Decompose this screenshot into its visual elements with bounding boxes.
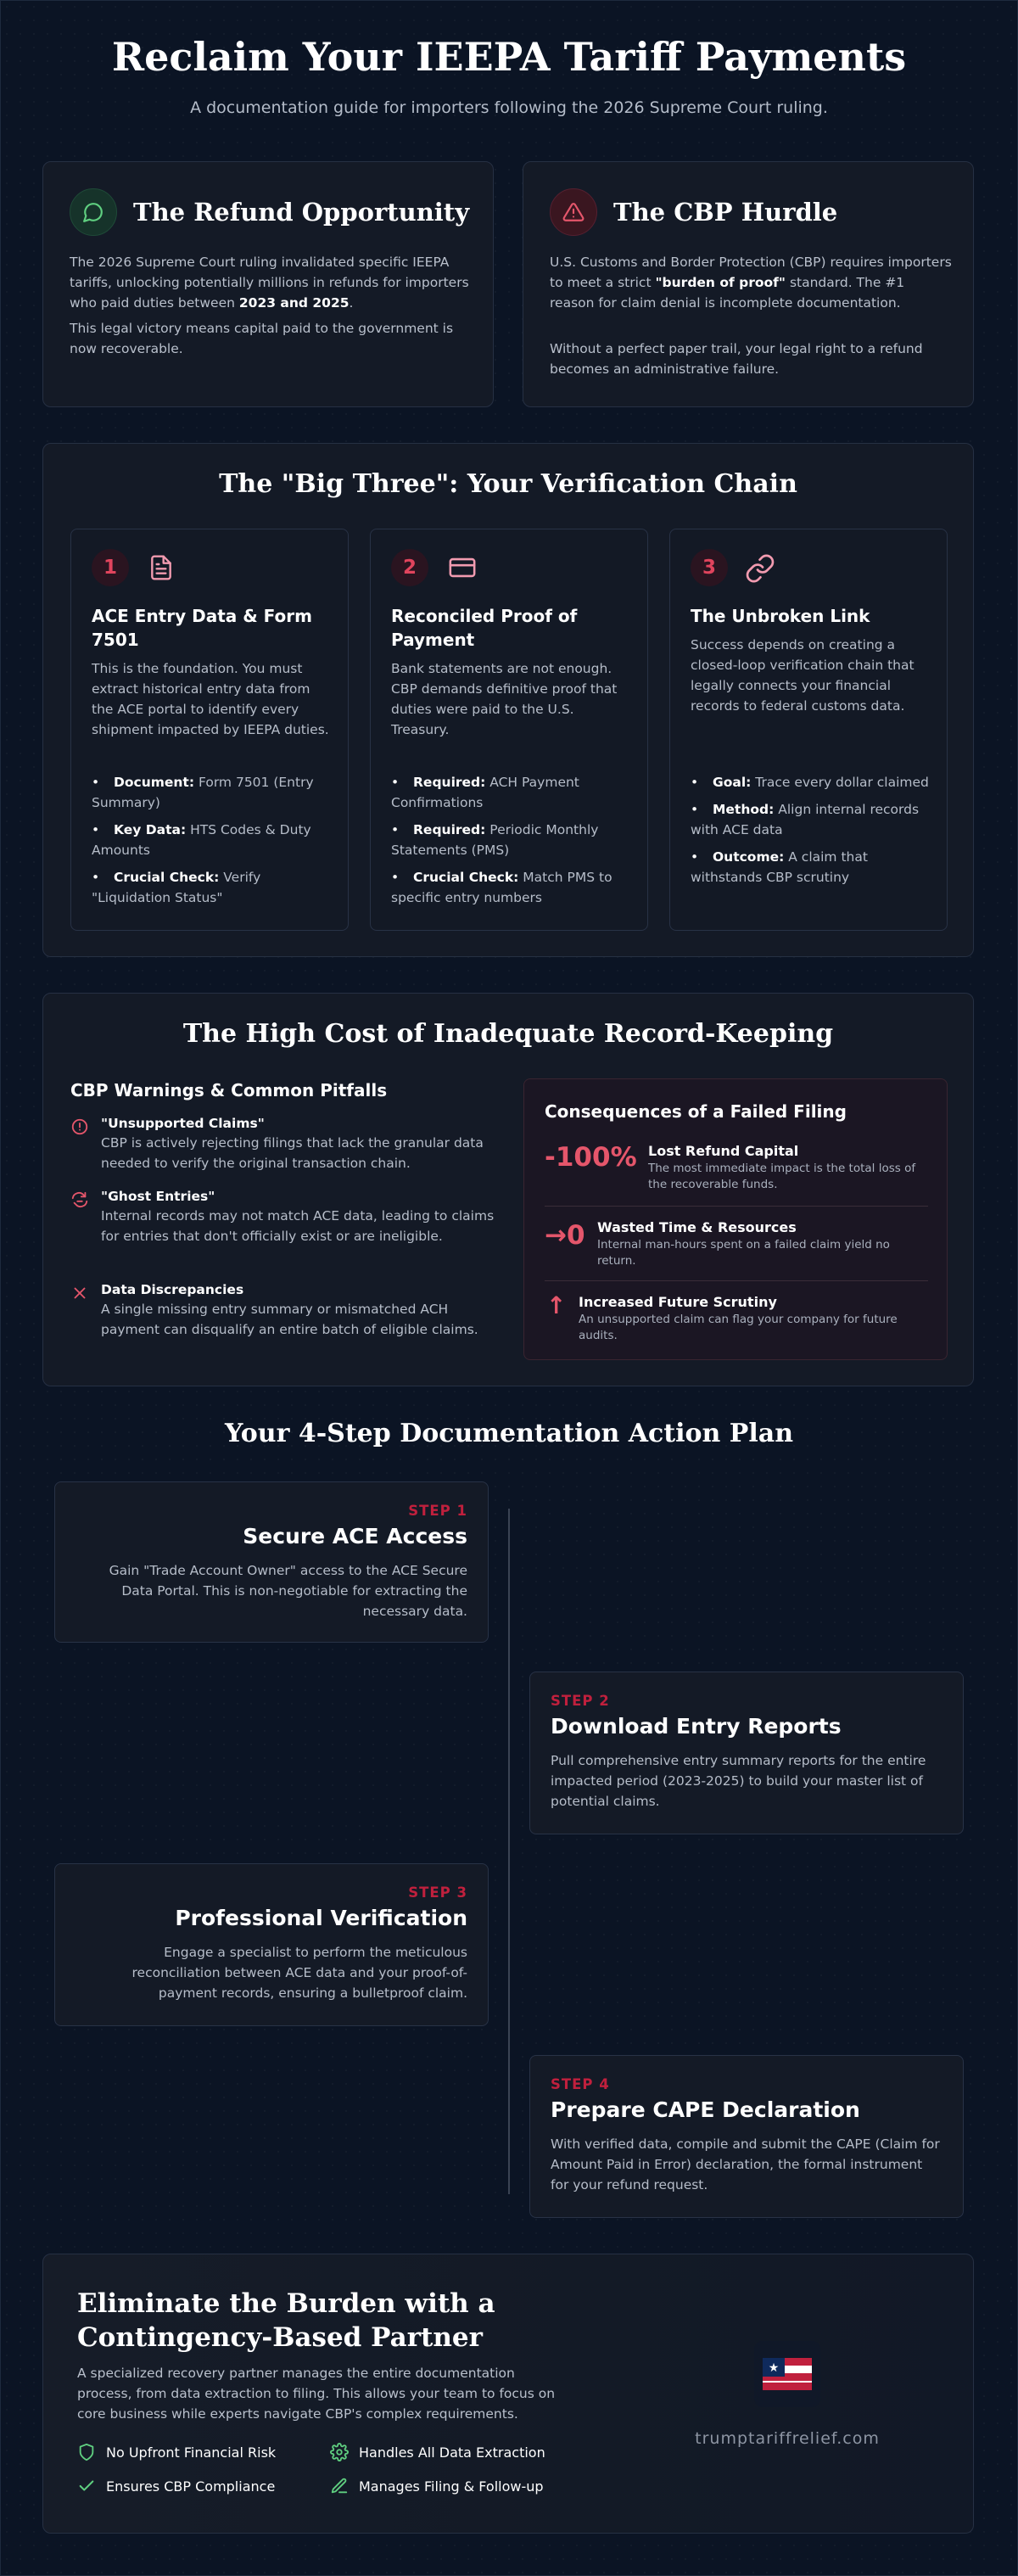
step-title-3: Professional Verification bbox=[175, 1906, 467, 1930]
consequence-desc-1: The most immediate impact is the total loss of the recoverable funds. bbox=[648, 1162, 916, 1191]
list-item: • Method: Align internal records with ACE data bbox=[691, 802, 920, 837]
chat-bubble-icon bbox=[70, 188, 117, 236]
bullet-key: Document: bbox=[114, 775, 195, 790]
warning-desc-3: A single missing entry summary or mismatched ACH payment can disqualify an entire batch of eligible claims. bbox=[101, 1302, 478, 1337]
big-three-desc-1: This is the foundation. You must extract historical entry data from the ACE portal to identify every shipment impacted by IEEPA duties. bbox=[92, 661, 329, 737]
cta-section bbox=[42, 2254, 974, 2534]
hurdle-paragraph-2: Without a perfect paper trail, your legal right to a refund becomes an administrative failure. bbox=[550, 341, 923, 377]
list-item: • Required: ACH Payment Confirmations bbox=[391, 775, 579, 810]
arrow-up-icon: ↑ bbox=[546, 1291, 567, 1319]
step-label-3: STEP 3 bbox=[408, 1884, 467, 1901]
refund-paragraph-1 bbox=[70, 252, 473, 313]
big-three-bullets-1 bbox=[92, 772, 338, 915]
cta-title: Eliminate the Burden with a Contingency-Based Partner bbox=[77, 2288, 495, 2353]
refund-paragraph-2: This legal victory means capital paid to the government is now recoverable. bbox=[70, 321, 454, 356]
step-number-2: 2 bbox=[391, 549, 428, 586]
big-three-title: The "Big Three": Your Verification Chain bbox=[219, 469, 797, 499]
step-title-1: Secure ACE Access bbox=[243, 1524, 467, 1548]
big-three-title-3: The Unbroken Link bbox=[691, 606, 870, 626]
big-three-desc-2: Bank statements are not enough. CBP demands definitive proof that duties were paid to the U.S. Treasury. bbox=[391, 661, 618, 737]
credit-card-icon bbox=[445, 553, 479, 585]
feature-label: Handles All Data Extraction bbox=[359, 2444, 545, 2461]
consequence-value-2: →0 bbox=[545, 1220, 585, 1251]
consequence-value-1: -100% bbox=[545, 1142, 637, 1173]
refund-p1-end: . bbox=[349, 295, 354, 311]
warning-title-2: "Ghost Entries" bbox=[101, 1189, 215, 1204]
gear-icon bbox=[330, 2443, 349, 2461]
bullet-key: Required: bbox=[413, 822, 486, 837]
big-three-section bbox=[42, 443, 974, 957]
step-card-1 bbox=[54, 1481, 489, 1643]
bullet-key: Crucial Check: bbox=[114, 870, 220, 885]
big-three-card-3 bbox=[669, 529, 948, 931]
feature-label: Ensures CBP Compliance bbox=[106, 2478, 276, 2495]
step-desc-1: Gain "Trade Account Owner" access to the ACE Secure Data Portal. This is non-negotiable for extracting the necessary data. bbox=[109, 1563, 467, 1619]
step-label-1: STEP 1 bbox=[408, 1503, 467, 1519]
list-item: • Required: Periodic Monthly Statements (PMS) bbox=[391, 822, 599, 858]
step-desc-3: Engage a specialist to perform the meticulous reconciliation between ACE data and your proof-of-payment records, ensuring a bulletproof claim. bbox=[131, 1945, 467, 2001]
x-mark-icon bbox=[70, 1284, 89, 1306]
bullet-value: Trace every dollar claimed bbox=[755, 775, 929, 790]
chain-link-icon bbox=[745, 553, 775, 587]
high-cost-section bbox=[42, 993, 974, 1386]
big-three-desc-3: Success depends on creating a closed-loop verification chain that legally connects your financial records to federal customs data. bbox=[691, 637, 915, 714]
warning-title-1: "Unsupported Claims" bbox=[101, 1116, 265, 1131]
refund-card bbox=[42, 161, 494, 407]
check-icon bbox=[77, 2477, 96, 2495]
warning-item-3 bbox=[70, 1280, 503, 1340]
warning-item-1 bbox=[70, 1114, 503, 1173]
high-cost-title: The High Cost of Inadequate Record-Keeping bbox=[182, 1019, 834, 1049]
step-label-2: STEP 2 bbox=[551, 1693, 610, 1709]
step-number-1: 1 bbox=[92, 549, 129, 586]
cta-description: A specialized recovery partner manages the entire documentation process, from data extraction to filing. This allows your team to focus on core business while experts navigate CBP's complex requirements. bbox=[77, 2366, 556, 2422]
bullet-key: Goal: bbox=[713, 775, 752, 790]
warnings-title: CBP Warnings & Common Pitfalls bbox=[70, 1080, 388, 1100]
bullet-value: Verify "Liquidation Status" bbox=[92, 870, 261, 905]
bullet-value: ACH Payment Confirmations bbox=[391, 775, 579, 810]
document-icon bbox=[148, 553, 175, 585]
bullet-value: Periodic Monthly Statements (PMS) bbox=[391, 822, 599, 858]
consequence-item-2 bbox=[545, 1207, 928, 1281]
pencil-icon bbox=[330, 2477, 349, 2495]
flag-logo-icon bbox=[754, 2341, 820, 2407]
hurdle-burden-of-proof: "burden of proof" bbox=[655, 275, 786, 290]
alert-circle-icon bbox=[70, 1117, 89, 1140]
big-three-bullets-3 bbox=[691, 772, 937, 894]
consequence-title-2: Wasted Time & Resources bbox=[597, 1219, 797, 1235]
action-plan-title: Your 4-Step Documentation Action Plan bbox=[224, 1419, 794, 1448]
refund-years: 2023 and 2025 bbox=[238, 295, 350, 311]
consequence-desc-3: An unsupported claim can flag your company for future audits. bbox=[579, 1313, 898, 1342]
hurdle-title: The CBP Hurdle bbox=[613, 198, 838, 227]
big-three-title-2: Reconciled Proof of Payment bbox=[391, 606, 578, 650]
step-title-2: Download Entry Reports bbox=[551, 1714, 842, 1739]
timeline-line bbox=[508, 1509, 510, 2194]
bullet-key: Crucial Check: bbox=[413, 870, 519, 885]
bullet-value: Form 7501 (Entry Summary) bbox=[92, 775, 314, 810]
warning-item-2 bbox=[70, 1187, 503, 1246]
bullet-value: HTS Codes & Duty Amounts bbox=[92, 822, 311, 858]
bullet-key: Method: bbox=[713, 802, 775, 817]
feature-cbp-compliance bbox=[77, 2477, 275, 2495]
consequence-item-1 bbox=[545, 1134, 928, 1207]
page-title: Reclaim Your IEEPA Tariff Payments bbox=[111, 34, 907, 80]
bullet-value: Match PMS to specific entry numbers bbox=[391, 870, 612, 905]
bullet-key: Required: bbox=[413, 775, 486, 790]
bullet-value: Align internal records with ACE data bbox=[691, 802, 920, 837]
list-item: • Crucial Check: Verify "Liquidation Status" bbox=[92, 870, 261, 905]
hurdle-paragraph-1 bbox=[550, 252, 953, 313]
site-link[interactable]: trumptariffrelief.com bbox=[695, 2429, 880, 2448]
bullet-key: Key Data: bbox=[114, 822, 187, 837]
step-number-3: 3 bbox=[691, 549, 728, 586]
list-item: • Crucial Check: Match PMS to specific entry numbers bbox=[391, 870, 612, 905]
bullet-value: A claim that withstands CBP scrutiny bbox=[691, 849, 868, 885]
list-item: • Key Data: HTS Codes & Duty Amounts bbox=[92, 822, 311, 858]
shield-icon bbox=[77, 2443, 96, 2461]
feature-label: No Upfront Financial Risk bbox=[106, 2444, 277, 2461]
step-card-4 bbox=[529, 2055, 964, 2218]
feature-filing-followup bbox=[330, 2477, 544, 2495]
feature-label: Manages Filing & Follow-up bbox=[359, 2478, 544, 2495]
warning-desc-1: CBP is actively rejecting filings that lack the granular data needed to verify the original transaction chain. bbox=[101, 1135, 484, 1171]
warning-title-3: Data Discrepancies bbox=[101, 1282, 244, 1297]
refund-title: The Refund Opportunity bbox=[133, 198, 470, 227]
consequences-title: Consequences of a Failed Filing bbox=[545, 1101, 847, 1122]
big-three-card-1 bbox=[70, 529, 349, 931]
list-item: • Document: Form 7501 (Entry Summary) bbox=[92, 775, 314, 810]
step-desc-4: With verified data, compile and submit the CAPE (Claim for Amount Paid in Error) declaration, the formal instrument for your refund request. bbox=[551, 2136, 940, 2192]
svg-text:★: ★ bbox=[768, 2361, 780, 2375]
list-item: • Outcome: A claim that withstands CBP scrutiny bbox=[691, 849, 868, 885]
page-subtitle: A documentation guide for importers following the 2026 Supreme Court ruling. bbox=[190, 98, 828, 117]
list-item: • Goal: Trace every dollar claimed bbox=[691, 775, 929, 790]
ghost-cycle-icon bbox=[70, 1190, 89, 1212]
warning-desc-2: Internal records may not match ACE data, leading to claims for entries that don't officially exist or are ineligible. bbox=[101, 1208, 495, 1244]
bullet-key: Outcome: bbox=[713, 849, 785, 865]
step-desc-2: Pull comprehensive entry summary reports for the entire impacted period (2023-2025) to build your master list of potential claims. bbox=[551, 1753, 926, 1809]
step-title-4: Prepare CAPE Declaration bbox=[551, 2097, 860, 2122]
big-three-card-2 bbox=[370, 529, 648, 931]
refund-p1-text: The 2026 Supreme Court ruling invalidated specific IEEPA tariffs, unlocking potentially millions in refunds for importers who paid duties between bbox=[70, 255, 469, 311]
step-card-2 bbox=[529, 1672, 964, 1834]
feature-data-extraction bbox=[330, 2443, 545, 2461]
hurdle-card bbox=[523, 161, 974, 407]
hurdle-p1-text: U.S. Customs and Border Protection (CBP) requires importers to meet a strict bbox=[550, 255, 952, 290]
warning-triangle-icon bbox=[550, 188, 597, 236]
feature-no-upfront-risk bbox=[77, 2443, 276, 2461]
step-card-3 bbox=[54, 1863, 489, 2026]
consequence-title-3: Increased Future Scrutiny bbox=[579, 1294, 777, 1310]
consequence-item-3 bbox=[545, 1281, 928, 1349]
consequence-desc-2: Internal man-hours spent on a failed claim yield no return. bbox=[597, 1238, 890, 1268]
big-three-title-1: ACE Entry Data & Form 7501 bbox=[92, 606, 312, 650]
big-three-bullets-2 bbox=[391, 772, 637, 915]
step-label-4: STEP 4 bbox=[551, 2076, 610, 2092]
hurdle-p1-end: standard. The #1 reason for claim denial is incomplete documentation. bbox=[550, 275, 905, 311]
consequences-panel bbox=[523, 1078, 948, 1360]
consequence-title-1: Lost Refund Capital bbox=[648, 1143, 799, 1159]
